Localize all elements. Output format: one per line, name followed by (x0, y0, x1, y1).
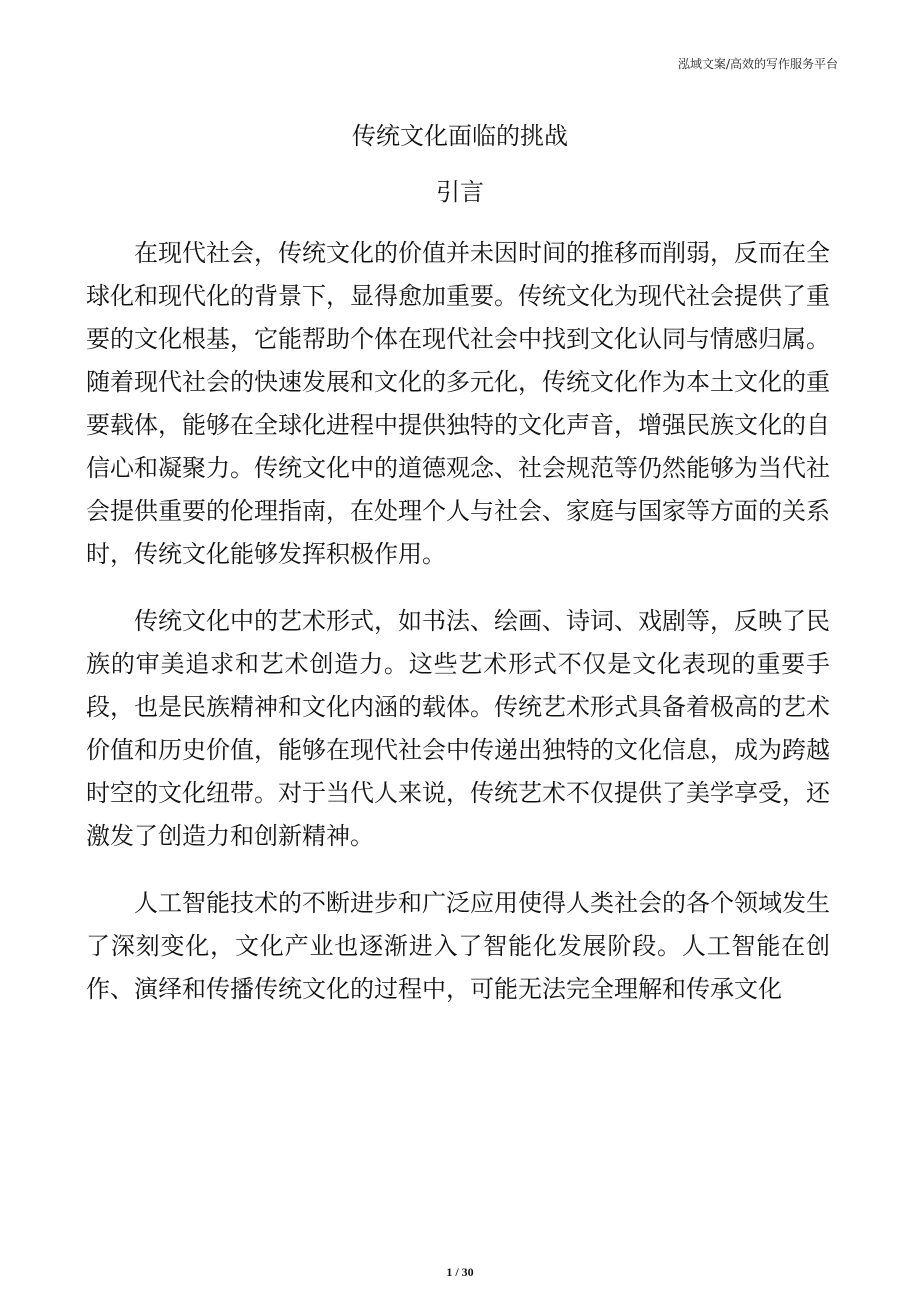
page-number: 1 / 30 (446, 1265, 474, 1279)
body-paragraph-2: 传统文化中的艺术形式，如书法、绘画、诗词、戏剧等，反映了民族的审美追求和艺术创造力。这些艺术形式不仅是文化表现的重要手段，也是民族精神和文化内涵的载体。传统艺术形式具备着极高的艺术价值和历史价值，能够在现代社会中传递出独特的文化信息，成为跨越时空的文化纽带。对于当代人来说，传统艺术不仅提供了美学享受，还激发了创造力和创新精神。 (86, 607, 830, 850)
document-title: 传统文化面临的挑战 (352, 122, 568, 150)
document-body (86, 232, 830, 1035)
section-heading: 引言 (436, 178, 484, 206)
body-paragraph-3: 人工智能技术的不断进步和广泛应用使得人类社会的各个领域发生了深刻变化，文化产业也逐渐进入了智能化发展阶段。人工智能在创作、演绎和传播传统文化的过程中，可能无法完全理解和传承文化 (86, 889, 830, 1003)
page-header: 泓域文案/高效的写作服务平台 (677, 57, 838, 71)
body-paragraph-1: 在现代社会，传统文化的价值并未因时间的推移而削弱，反而在全球化和现代化的背景下，显得愈加重要。传统文化为现代社会提供了重要的文化根基，它能帮助个体在现代社会中找到文化认同与情感归属。随着现代社会的快速发展和文化的多元化，传统文化作为本土文化的重要载体，能够在全球化进程中提供独特的文化声音，增强民族文化的自信心和凝聚力。传统文化中的道德观念、社会规范等仍然能够为当代社会提供重要的伦理指南，在处理个人与社会、家庭与国家等方面的关系时，传统文化能够发挥积极作用。 (86, 239, 830, 568)
